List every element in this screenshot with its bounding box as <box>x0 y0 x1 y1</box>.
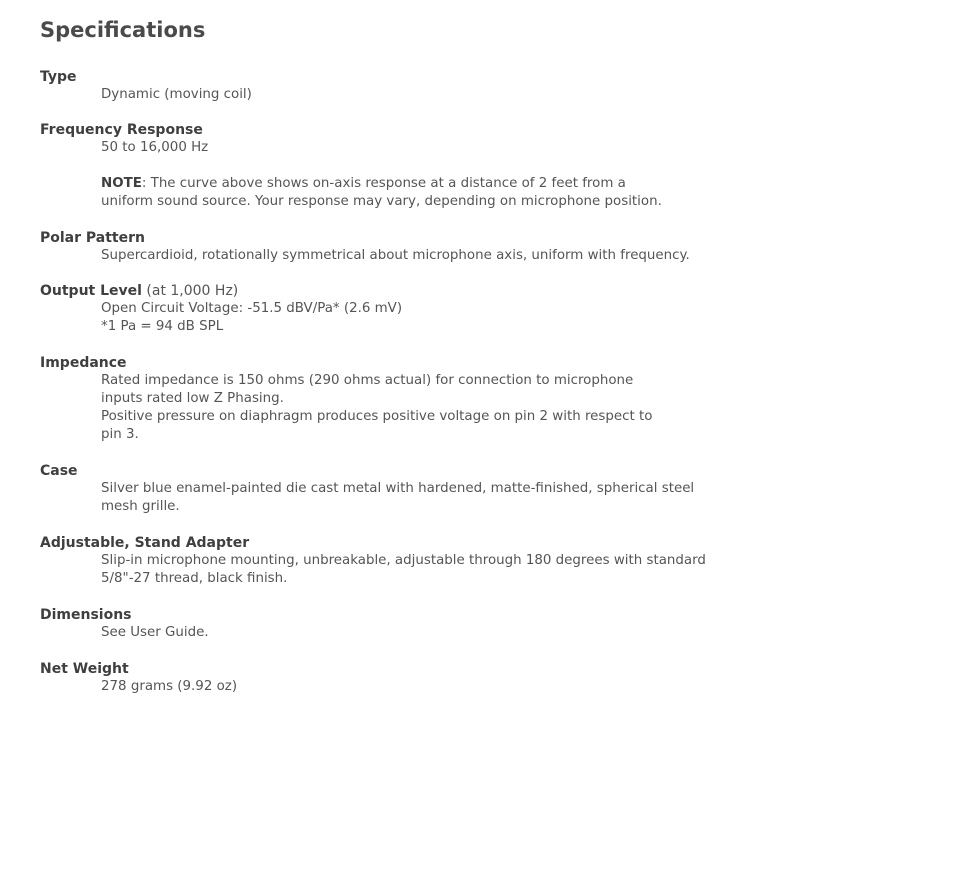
spec-line: 50 to 16,000 Hz <box>101 140 209 155</box>
spec-line: Dynamic (moving coil) <box>101 87 252 102</box>
spec-line: Silver blue enamel-painted die cast metal with hardened, matte-finished, spherical steel mesh grille. <box>101 481 695 514</box>
page-title: Specifications <box>40 18 206 42</box>
spec-polar-pattern <box>40 229 740 265</box>
spec-label: Frequency Response <box>40 122 203 138</box>
spec-value <box>101 552 740 588</box>
note-text: : The curve above shows on-axis response at a distance of 2 feet from a uniform sound source. Your response may vary, depending on microphone position. <box>101 176 662 209</box>
spec-value <box>101 480 740 516</box>
spec-line: Positive pressure on diaphragm produces positive voltage on pin 2 with respect to pin 3. <box>101 409 653 442</box>
spec-line: 278 grams (9.92 oz) <box>101 679 238 694</box>
spec-line: Supercardioid, rotationally symmetrical about microphone axis, uniform with frequency. <box>101 248 690 263</box>
spec-case <box>40 462 740 516</box>
spec-label: Type <box>40 69 77 85</box>
spec-output-level <box>40 282 740 336</box>
spec-list <box>40 68 740 696</box>
spec-impedance <box>40 354 740 444</box>
spec-label: Polar Pattern <box>40 230 145 246</box>
spec-line: Rated impedance is 150 ohms (290 ohms actual) for connection to microphone inputs rated low Z Phasing. <box>101 373 634 406</box>
spec-label-row <box>40 282 740 300</box>
spec-stand-adapter <box>40 534 740 588</box>
spec-line: Open Circuit Voltage: -51.5 dBV/Pa* (2.6 mV) <box>101 301 403 316</box>
spec-label: Dimensions <box>40 607 132 623</box>
spec-label: Case <box>40 463 78 479</box>
specifications-section <box>40 14 740 696</box>
spec-label-note: (at 1,000 Hz) <box>141 283 239 299</box>
spec-value <box>101 678 740 696</box>
note-label: NOTE <box>101 176 142 191</box>
spec-net-weight <box>40 660 740 696</box>
frequency-note <box>101 175 681 211</box>
spec-value <box>101 624 740 642</box>
spec-value <box>101 300 740 336</box>
spec-label: Net Weight <box>40 661 129 677</box>
spec-line: See User Guide. <box>101 625 209 640</box>
spec-value <box>101 247 740 265</box>
spec-label: Adjustable, Stand Adapter <box>40 535 250 551</box>
spec-label: Impedance <box>40 355 127 371</box>
spec-type <box>40 68 740 104</box>
spec-value <box>101 372 661 444</box>
spec-frequency-response <box>40 121 740 211</box>
spec-line: Slip-in microphone mounting, unbreakable, adjustable through 180 degrees with standard 5/8"-27 thread, black finish. <box>101 553 706 586</box>
spec-label: Output Level <box>40 283 142 299</box>
spec-line: *1 Pa = 94 dB SPL <box>101 319 224 334</box>
spec-value <box>101 86 740 104</box>
spec-dimensions <box>40 606 740 642</box>
spec-value <box>101 139 740 211</box>
